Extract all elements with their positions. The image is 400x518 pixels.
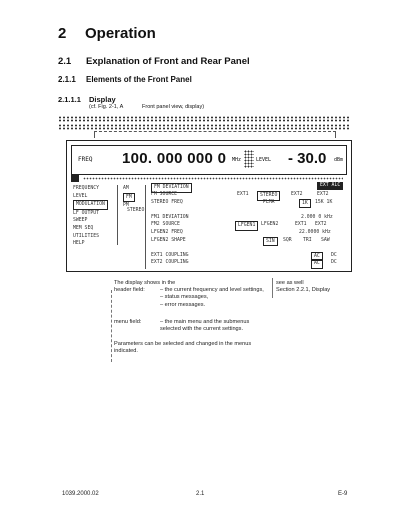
menu-separator <box>145 185 146 269</box>
parameter-row <box>151 191 347 199</box>
param-opt[interactable]: EXT2 <box>315 222 327 228</box>
margin-rule <box>111 290 113 362</box>
chapter-number: 2 <box>58 25 67 42</box>
parameter-table <box>151 191 347 267</box>
subsection-number: 2.1.1 <box>58 75 76 84</box>
header-field <box>71 145 347 175</box>
display-bezel <box>94 131 336 138</box>
parameter-label: EXT2 COUPLING <box>151 260 189 266</box>
parameter-row <box>151 221 347 229</box>
dotted-rule-bottom <box>58 124 350 130</box>
param-opt[interactable]: EXT2 <box>317 192 329 197</box>
parameter-label: FM1 DEVIATION <box>151 214 189 220</box>
parameter-label: EXT1 COUPLING <box>151 252 189 258</box>
freq-value: 100. 000 000 0 <box>122 150 227 167</box>
param-opt-selected[interactable]: AC <box>311 252 323 262</box>
main-menu <box>73 185 108 248</box>
header-field-desc <box>114 287 270 309</box>
menu-item[interactable]: FREQUENCY <box>73 186 99 191</box>
parameter-label: STEREO FREQ <box>151 199 183 205</box>
chapter-title: Operation <box>85 25 156 42</box>
menu-item-selected[interactable]: MODULATION <box>73 200 108 210</box>
status-badge: EXT ALC <box>317 182 343 190</box>
see-reference: Section 2.2.1, Display <box>276 287 331 293</box>
header-field-label: header field: <box>114 287 145 294</box>
dotted-rule-top <box>58 116 350 122</box>
param-opt[interactable]: DC <box>331 260 337 266</box>
param-opt[interactable]: EXT1 <box>237 192 249 197</box>
parameter-label: FM SOURCE <box>151 192 177 197</box>
see-as-well: see as well <box>276 280 304 286</box>
param-opt[interactable]: TRI <box>303 237 312 243</box>
subsection-title: Elements of the Front Panel <box>86 75 192 84</box>
menu-item[interactable]: LEVEL <box>73 193 88 199</box>
param-value[interactable]: 2.000 0 kHz <box>301 214 333 220</box>
param-opt[interactable]: LFGEN2 <box>261 222 279 228</box>
header-field-items <box>160 287 270 309</box>
doc-number: 1039.2000.02 <box>62 491 99 497</box>
menu-item[interactable]: LF OUTPUT <box>73 210 99 216</box>
menu-title: FM DEVIATION <box>151 183 192 193</box>
param-opt[interactable]: PLMA <box>263 199 275 205</box>
section-number: 2.1 <box>58 56 72 67</box>
figure-ref: (cf. Fig. 2-1, A <box>89 104 124 110</box>
menu-item[interactable]: HELP <box>73 241 85 247</box>
parameters-note: Parameters can be selected and changed in the menus indicated. <box>114 341 252 355</box>
param-opt[interactable]: SAW <box>321 237 330 243</box>
param-opt-selected[interactable]: SIN <box>263 237 278 247</box>
level-value: - 30.0 <box>288 150 327 167</box>
menu-separator <box>117 185 118 245</box>
param-opt-selected[interactable]: STEREO <box>257 191 280 201</box>
menu-item[interactable]: MEM SEQ <box>73 225 94 231</box>
submenu-stereo[interactable]: STEREO <box>127 208 145 213</box>
header-item: – the current frequency and level settings, <box>160 287 264 294</box>
subsubsection-number: 2.1.1.1 <box>58 95 81 104</box>
param-opt[interactable]: SQR <box>283 237 292 243</box>
param-opt[interactable]: 15K 1K <box>315 199 333 205</box>
parameter-label: FM2 SOURCE <box>151 222 180 228</box>
parameter-label: LFGEN2 SHAPE <box>151 237 186 243</box>
menu-item-desc: – the main menu and the submenus selected with the current settings. <box>160 318 250 333</box>
submenu-item[interactable]: PM <box>123 203 129 209</box>
freq-unit: MHz <box>232 157 242 163</box>
side-rule <box>272 278 273 298</box>
page-number: E-9 <box>338 491 348 497</box>
subsubsection-title: Display <box>89 95 116 104</box>
param-opt-selected[interactable]: 1K <box>299 199 311 209</box>
status-dots <box>244 150 254 168</box>
figure-caption: Front panel view, display) <box>142 104 205 110</box>
parameter-row <box>151 229 347 237</box>
status-strip <box>83 177 343 180</box>
param-opt-selected[interactable]: LFGEN1 <box>235 221 258 231</box>
parameter-row <box>151 252 347 260</box>
page-section: 2.1 <box>196 491 205 497</box>
parameter-label: LFGEN2 FREQ <box>151 229 183 235</box>
parameter-row <box>151 237 347 245</box>
param-opt-selected[interactable]: AC <box>311 259 323 269</box>
menu-field-desc <box>114 319 270 333</box>
submenu-item[interactable]: AM <box>123 186 129 191</box>
parameter-row <box>151 214 347 222</box>
menu-item[interactable]: UTILITIES <box>73 233 99 239</box>
display-panel <box>66 140 352 272</box>
description-intro: The display shows in the <box>114 280 176 286</box>
level-label: LEVEL <box>256 157 272 163</box>
menu-item[interactable]: SWEEP <box>73 218 88 224</box>
freq-label: FREQ <box>78 156 93 163</box>
description-block <box>114 280 270 356</box>
remote-indicator-icon <box>71 175 79 182</box>
menu-field-label: menu field: <box>114 318 142 325</box>
section-title: Explanation of Front and Rear Panel <box>86 56 250 67</box>
param-opt[interactable]: EXT1 <box>295 222 307 228</box>
param-value[interactable]: 22.0000 kHz <box>299 229 331 235</box>
header-item: – status messages, <box>160 294 209 301</box>
param-opt[interactable]: EXT2 <box>291 192 303 197</box>
parameter-row <box>151 199 347 207</box>
param-opt[interactable]: DC <box>331 252 337 258</box>
submenu-item[interactable]: FM <box>123 193 135 203</box>
header-item: – error messages. <box>160 301 206 308</box>
level-unit: dBm <box>334 157 344 163</box>
parameter-row <box>151 259 347 267</box>
